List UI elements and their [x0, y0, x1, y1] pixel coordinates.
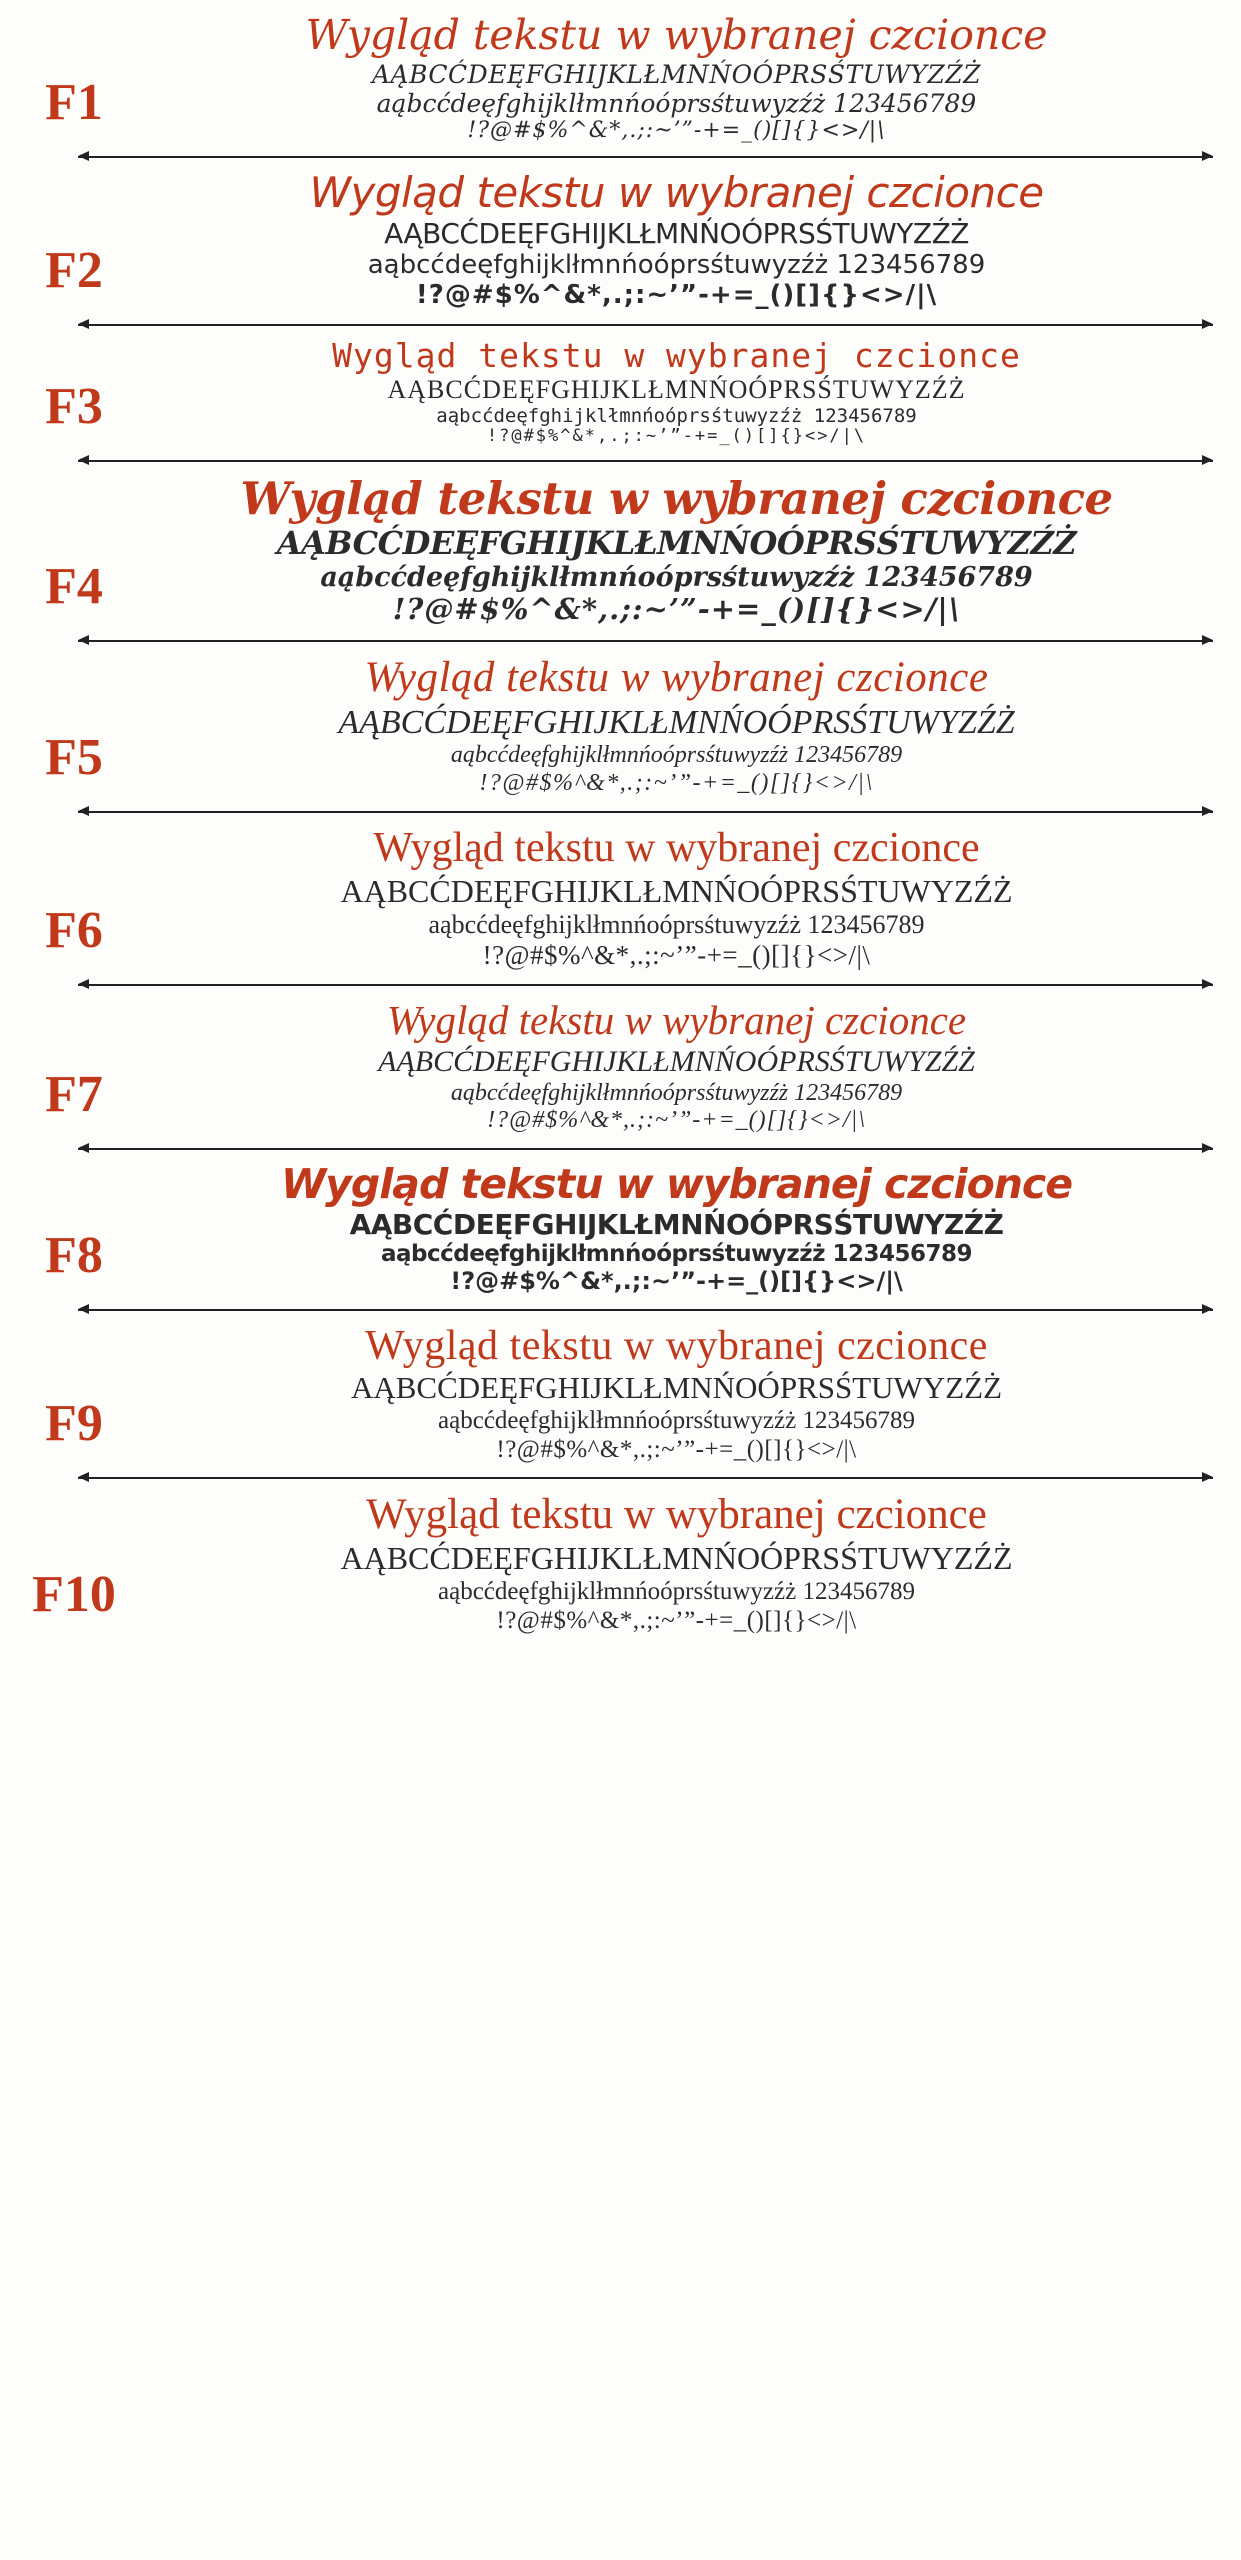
font-sample-block-f2 [130, 169, 1223, 311]
arrow-right-icon [78, 1468, 1213, 1486]
sample-heading-f10: Wygląd tekstu w wybranej czcionce [366, 1491, 987, 1539]
sample-symbols-f8: !?@#$%^&*,.;:~’”-+=_()[]{}<>/|\ [450, 1266, 903, 1295]
font-sample-block-f9 [130, 1322, 1223, 1465]
sample-uppercase-f1: AĄBCĆDEĘFGHIJKLŁMNŃOÓPRSŚTUWYZŹŻ [371, 59, 982, 89]
separator-rule-4 [18, 631, 1223, 649]
font-label-f5: F5 [45, 728, 103, 786]
font-sample-block-f7 [130, 997, 1223, 1135]
sample-lowercase-f1: aąbcćdeęfghijklłmnńoóprsśtuwyzźż 123456789 [376, 88, 977, 118]
sample-uppercase-f5: AĄBCĆDEĘFGHIJKLŁMNŃOÓPRSŚTUWYZŹŻ [338, 703, 1015, 741]
font-label-f1: F1 [45, 74, 103, 132]
sample-symbols-f7: !?@#$%^&*,.;:~’”-+=_()[]{}<>/|\ [487, 1107, 866, 1134]
font-sample-block-f10 [130, 1490, 1223, 1635]
arrow-right-icon [78, 147, 1213, 165]
font-specimen-f4 [18, 471, 1223, 627]
sample-lowercase-f4: aąbcćdeęfghijklłmnńoóprsśtuwyzźż 123456789 [320, 562, 1033, 594]
font-label-f7: F7 [45, 1066, 103, 1124]
sample-heading-f3: Wygląd tekstu w wybranej czcionce [332, 336, 1021, 375]
separator-rule-5 [18, 802, 1223, 820]
font-specimen-f6 [18, 822, 1223, 971]
sample-uppercase-f10: AĄBCĆDEĘFGHIJKLŁMNŃOÓPRSŚTUWYZŹŻ [340, 1540, 1013, 1577]
font-label-f4: F4 [45, 557, 103, 615]
arrow-right-icon [78, 631, 1213, 649]
sample-symbols-f9: !?@#$%^&*,.;:~’”-+=_()[]{}<>/|\ [496, 1436, 857, 1464]
sample-symbols-f4: !?@#$%^&*,.;:~’”-+=_()[]{}<>/|\ [392, 592, 961, 627]
sample-uppercase-f3: AĄBCĆDEĘFGHIJKLŁMNŃOÓPRSŚTUWYZŹŻ [387, 374, 966, 404]
sample-heading-f7: Wygląd tekstu w wybranej czcionce [386, 997, 967, 1044]
font-label-f8: F8 [45, 1226, 103, 1284]
sample-heading-f6: Wygląd tekstu w wybranej czcionce [373, 824, 980, 871]
sample-lowercase-f5: aąbcćdeęfghijklłmnńoóprsśtuwyzźż 123456789 [450, 742, 903, 769]
arrow-right-icon [78, 975, 1213, 993]
separator-rule-9 [18, 1468, 1223, 1486]
sample-lowercase-f10: aąbcćdeęfghijklłmnńoóprsśtuwyzźż 123456789 [438, 1578, 915, 1606]
sample-uppercase-f4: AĄBCĆDEĘFGHIJKLŁMNŃOÓPRSŚTUWYZŹŻ [276, 523, 1077, 562]
font-sample-block-f1 [130, 12, 1223, 143]
font-label-f3: F3 [45, 377, 103, 435]
separator-rule-1 [18, 147, 1223, 165]
font-label-f9: F9 [45, 1395, 103, 1453]
sample-symbols-f2: !?@#$%^&*,.;:~’”-+=_()[]{}<>/|\ [415, 280, 938, 311]
sample-heading-f5: Wygląd tekstu w wybranej czcionce [364, 653, 989, 701]
sample-lowercase-f6: aąbcćdeęfghijklłmnńoóprsśtuwyzźż 123456789 [428, 909, 925, 939]
font-label-f6: F6 [45, 902, 103, 960]
sample-symbols-f5: !?@#$%^&*,.;:~’”-+=_()[]{}<>/|\ [479, 770, 874, 797]
sample-heading-f9: Wygląd tekstu w wybranej czcionce [365, 1322, 988, 1369]
arrow-right-icon [78, 802, 1213, 820]
font-sample-block-f5 [130, 653, 1223, 798]
sample-lowercase-f8: aąbcćdeęfghijklłmnńoóprsśtuwyzźż 123456789 [380, 1241, 973, 1268]
font-specimen-f10 [18, 1488, 1223, 1635]
separator-rule-2 [18, 315, 1223, 333]
sample-lowercase-f2: aąbcćdeęfghijklłmnńoóprsśtuwyzźż 123456789 [367, 250, 986, 281]
sample-symbols-f6: !?@#$%^&*,.;:~’”-+=_()[]{}<>/|\ [482, 939, 871, 970]
font-sample-block-f8 [130, 1161, 1223, 1296]
font-specimen-f2 [18, 167, 1223, 311]
separator-rule-7 [18, 1139, 1223, 1157]
sample-uppercase-f9: AĄBCĆDEĘFGHIJKLŁMNŃOÓPRSŚTUWYZŹŻ [350, 1370, 1002, 1406]
font-specimen-f5 [18, 651, 1223, 798]
sample-lowercase-f7: aąbcćdeęfghijklłmnńoóprsśtuwyzźż 123456789 [450, 1079, 903, 1106]
separator-rule-6 [18, 975, 1223, 993]
sample-uppercase-f2: AĄBCĆDEĘFGHIJKLŁMNŃOÓPRSŚTUWYZŹŻ [384, 216, 969, 250]
font-sample-block-f3 [130, 337, 1223, 447]
arrow-right-icon [78, 315, 1213, 333]
sample-symbols-f1: !?@#$%^&*,.;:~’”-+=_()[]{}<>/|\ [467, 117, 886, 143]
arrow-right-icon [78, 1300, 1213, 1318]
sample-heading-f2: Wygląd tekstu w wybranej czcionce [309, 169, 1044, 218]
sample-heading-f4: Wygląd tekstu w wybranej czcionce [240, 472, 1113, 525]
separator-rule-8 [18, 1300, 1223, 1318]
sample-heading-f8: Wygląd tekstu w wybranej czcionce [280, 1161, 1073, 1209]
font-specimen-f9 [18, 1320, 1223, 1465]
font-sample-block-f4 [130, 473, 1223, 627]
sample-lowercase-f9: aąbcćdeęfghijklłmnńoóprsśtuwyzźż 123456789 [438, 1407, 915, 1435]
sample-lowercase-f3: aąbcćdeęfghijklłmnńoóprsśtuwyzźż 123456789 [436, 404, 917, 427]
font-label-f10: F10 [32, 1566, 116, 1624]
font-specimen-f7 [18, 995, 1223, 1135]
arrow-right-icon [78, 451, 1213, 469]
font-label-f2: F2 [45, 241, 103, 299]
sample-heading-f1: Wygląd tekstu w wybranej czcionce [305, 12, 1048, 59]
sample-uppercase-f6: AĄBCĆDEĘFGHIJKLŁMNŃOÓPRSŚTUWYZŹŻ [340, 872, 1013, 909]
sample-symbols-f3: !?@#$%^&*,.;:~’”-+=_()[]{}<>/|\ [486, 426, 867, 447]
sample-uppercase-f8: AĄBCĆDEĘFGHIJKLŁMNŃOÓPRSŚTUWYZŹŻ [349, 1207, 1004, 1241]
font-specimen-f8 [18, 1159, 1223, 1296]
font-specimen-f3 [18, 335, 1223, 447]
font-specimen-f1 [18, 10, 1223, 143]
sample-uppercase-f7: AĄBCĆDEĘFGHIJKLŁMNŃOÓPRSŚTUWYZŹŻ [378, 1044, 975, 1078]
font-sample-block-f6 [130, 824, 1223, 971]
separator-rule-3 [18, 451, 1223, 469]
arrow-right-icon [78, 1139, 1213, 1157]
sample-symbols-f10: !?@#$%^&*,.;:~’”-+=_()[]{}<>/|\ [496, 1607, 857, 1635]
